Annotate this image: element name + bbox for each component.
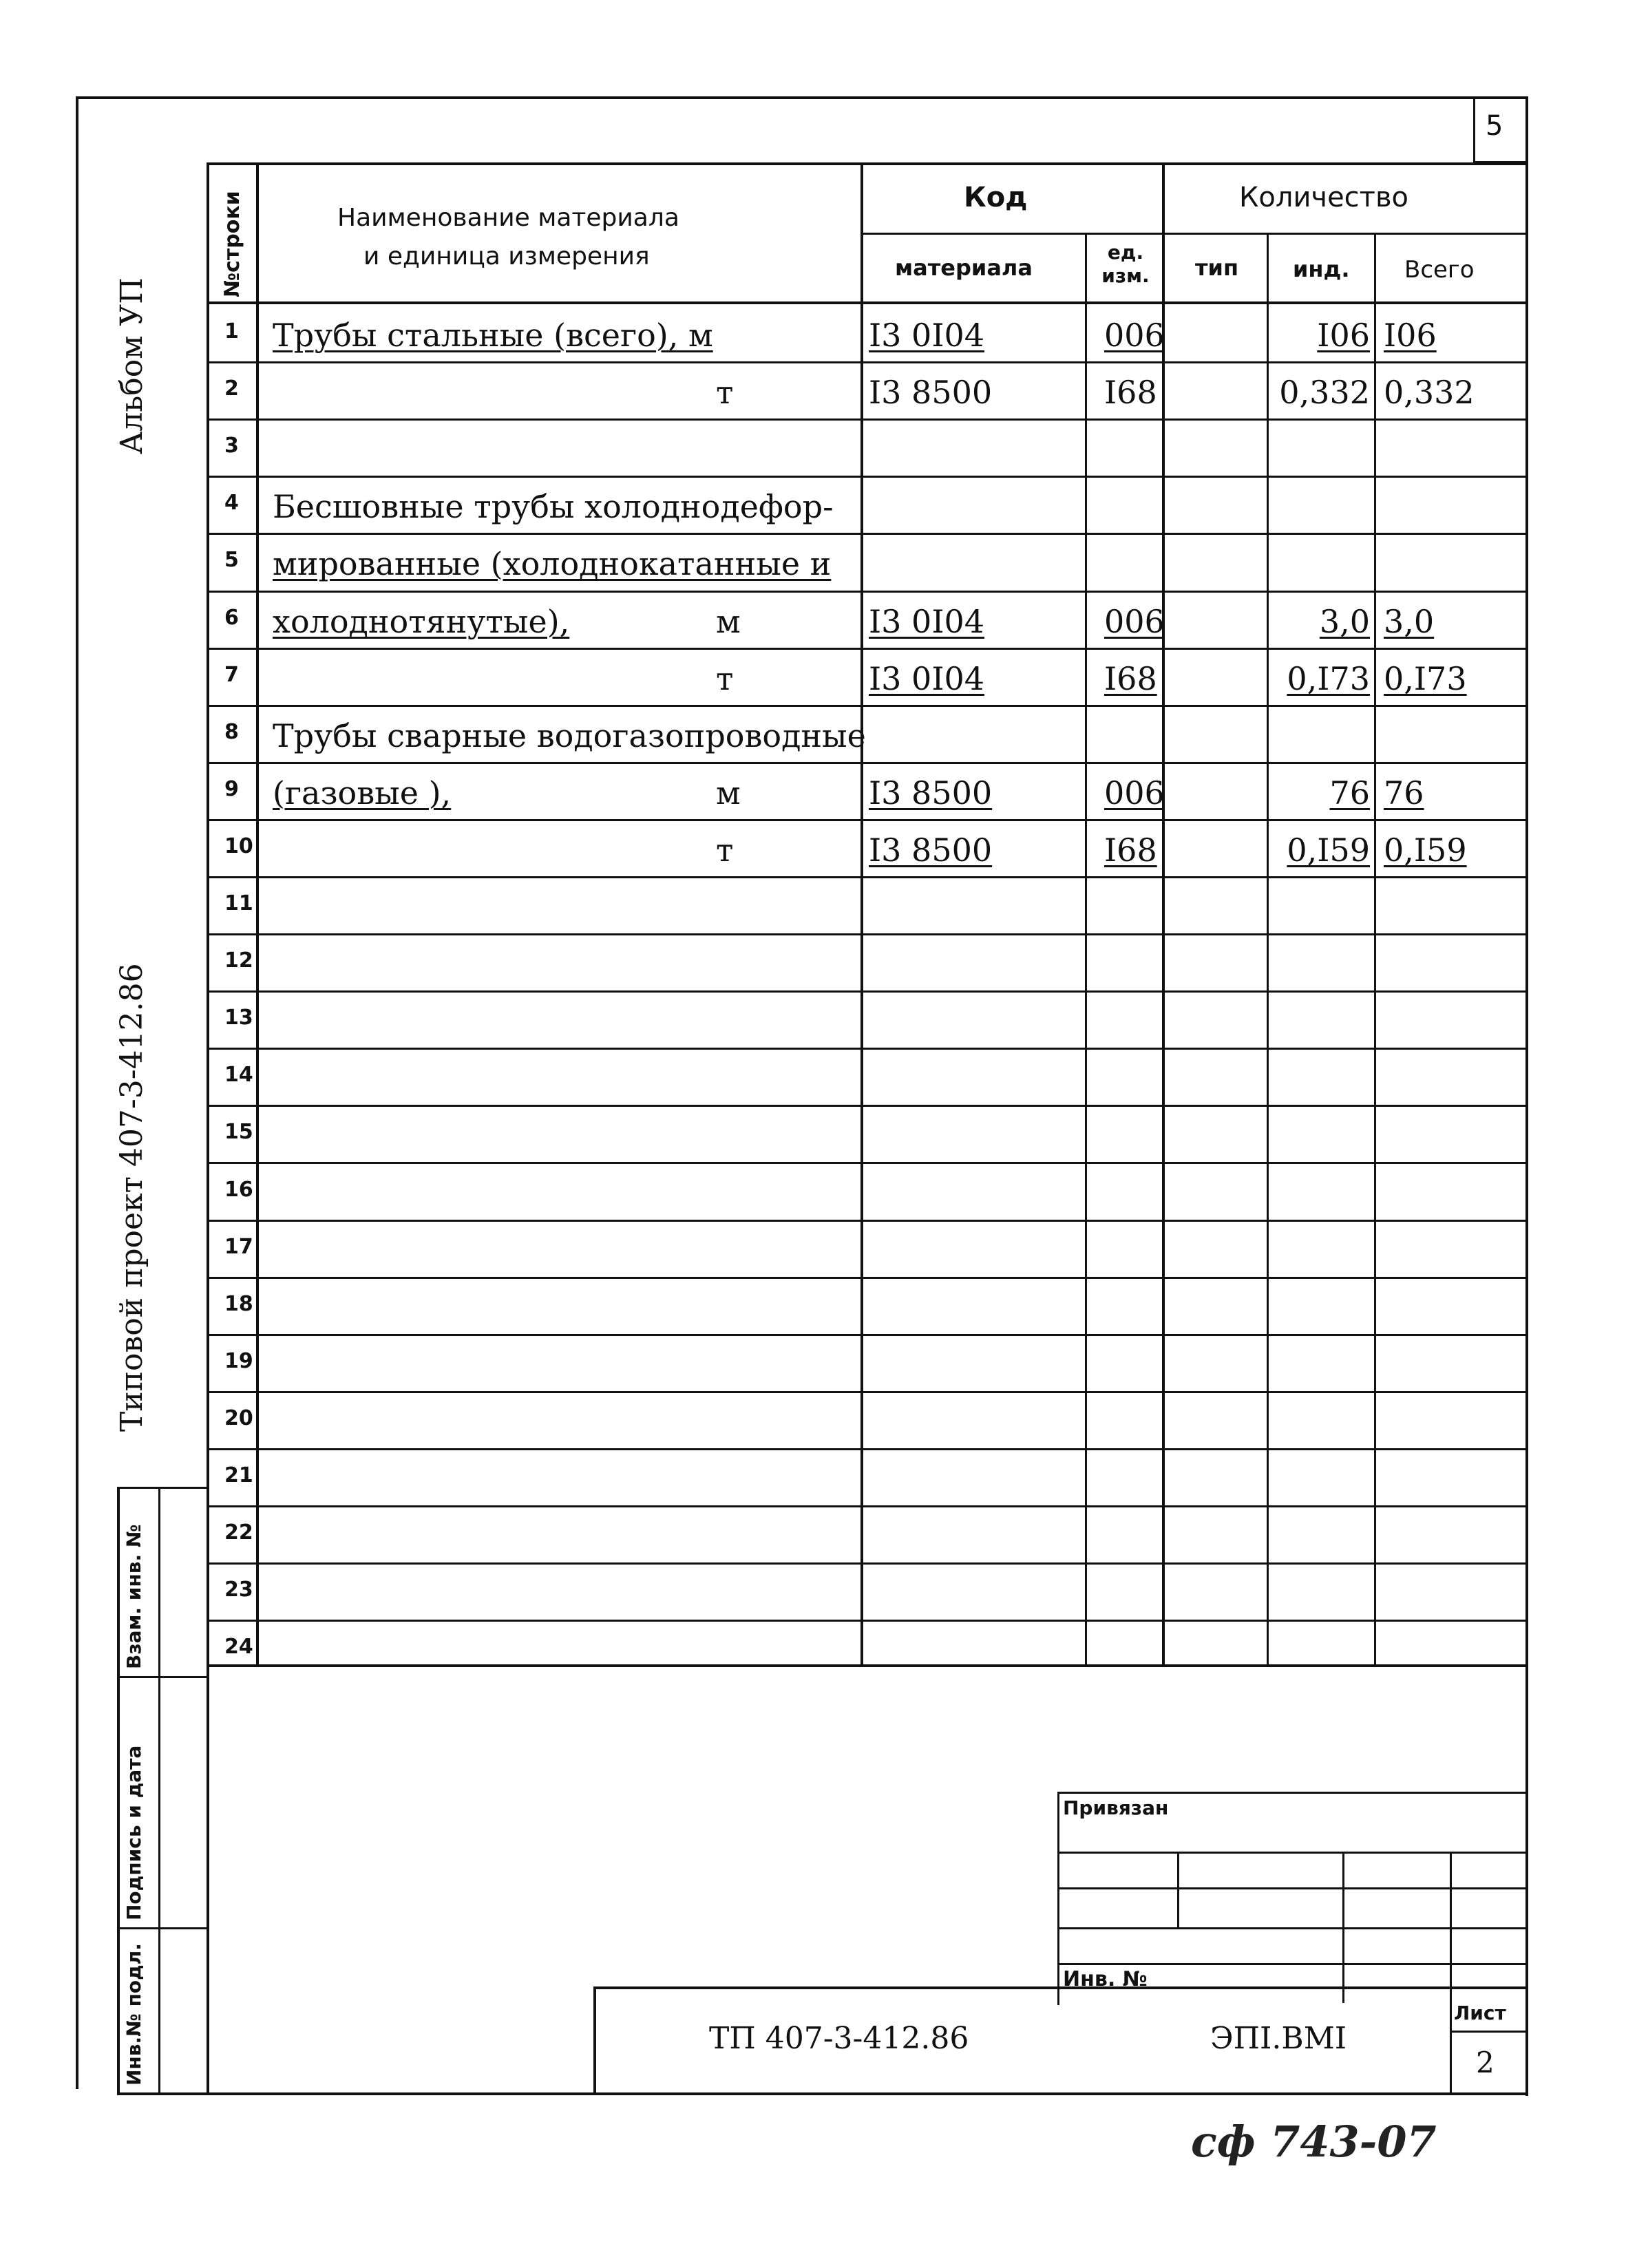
row-number: 8 — [224, 720, 239, 744]
row-divider-num — [207, 876, 257, 878]
header-row-number: №строки — [220, 191, 244, 297]
header-q-ind: инд. — [1293, 256, 1350, 282]
col-ind — [1374, 233, 1376, 1666]
row-divider — [256, 591, 1528, 593]
row-divider — [256, 648, 1528, 650]
row-divider-num — [207, 1562, 257, 1565]
row-ind: 0,I73 — [1287, 660, 1370, 697]
tb-privyazan-top — [1057, 1792, 1528, 1794]
frame-top — [76, 96, 1528, 99]
inv-label: Инв.№ подл. — [123, 1943, 145, 2086]
strip-top — [117, 1487, 208, 1489]
row-number: 23 — [224, 1578, 253, 1602]
row-number: 18 — [224, 1292, 253, 1316]
row-divider-num — [207, 1220, 257, 1222]
row-divider-num — [207, 1620, 257, 1622]
row-divider — [256, 418, 1528, 421]
row-divider-num — [207, 1277, 257, 1279]
row-ind: 0,I59 — [1287, 831, 1370, 869]
row-total: 0,332 — [1384, 374, 1475, 411]
row-total: 3,0 — [1384, 603, 1435, 640]
row-number: 13 — [224, 1006, 253, 1030]
col-code — [1085, 233, 1087, 1666]
row-divider-num — [207, 533, 257, 535]
tb-h4 — [1057, 1963, 1528, 1965]
row-divider — [256, 1277, 1528, 1279]
row-number: 16 — [224, 1178, 253, 1202]
tb-list-h — [1450, 2031, 1528, 2033]
header-quantity: Количество — [1239, 182, 1409, 213]
row-ed: I68 — [1104, 374, 1157, 411]
row-divider — [256, 1562, 1528, 1565]
row-divider-num — [207, 819, 257, 821]
row-number: 10 — [224, 834, 253, 858]
strip-left — [117, 1487, 120, 2092]
row-ind: I06 — [1317, 317, 1370, 354]
sheet-code: ЭПI.ВМI — [1210, 2021, 1347, 2056]
row-ind: 0,332 — [1279, 374, 1370, 411]
row-divider — [256, 1391, 1528, 1393]
row-number: 4 — [224, 491, 239, 515]
row-number: 2 — [224, 377, 239, 401]
row-ed: 006 — [1104, 317, 1165, 354]
row-number: 3 — [224, 434, 239, 458]
header-q-type: тип — [1195, 255, 1239, 281]
frame-bottom — [117, 2092, 1528, 2095]
inv-no-label: Инв. № — [1063, 1967, 1148, 1991]
row-divider — [256, 933, 1528, 935]
col-name — [860, 162, 863, 1666]
row-unit: т — [716, 831, 734, 869]
row-divider-num — [207, 1391, 257, 1393]
row-code: I3 8500 — [869, 831, 993, 869]
row-number: 20 — [224, 1406, 253, 1430]
row-divider — [256, 990, 1528, 993]
row-code: I3 0I04 — [869, 317, 985, 354]
row-name: Бесшовные трубы холоднодефор- — [273, 488, 834, 525]
row-divider-num — [207, 990, 257, 993]
row-divider — [256, 1162, 1528, 1164]
row-name: холоднотянутые), — [273, 603, 570, 640]
table-top — [207, 162, 1528, 165]
row-divider-num — [207, 1162, 257, 1164]
tb-h3 — [1057, 1927, 1528, 1929]
row-divider — [256, 1220, 1528, 1222]
list-value: 2 — [1476, 2046, 1495, 2079]
page-number: 5 — [1486, 110, 1503, 142]
row-divider-num — [207, 418, 257, 421]
row-number: 21 — [224, 1463, 253, 1487]
col-ed — [1162, 162, 1165, 1666]
row-number: 19 — [224, 1349, 253, 1373]
header-name-line2: и единица измерения — [363, 242, 650, 271]
row-ind: 76 — [1329, 774, 1370, 812]
row-number: 14 — [224, 1063, 253, 1087]
row-code: I3 0I04 — [869, 660, 985, 697]
row-divider — [256, 1505, 1528, 1507]
row-code: I3 8500 — [869, 774, 993, 812]
row-number: 7 — [224, 663, 239, 687]
row-number: 1 — [224, 319, 239, 343]
strip-div1 — [158, 1487, 160, 2092]
row-divider — [256, 1048, 1528, 1050]
row-divider-num — [207, 476, 257, 478]
tb-h1 — [1057, 1852, 1528, 1854]
col-tip — [1267, 233, 1269, 1666]
header-mid — [860, 233, 1528, 235]
tb-v1 — [1177, 1852, 1179, 1927]
page-num-box-left — [1473, 96, 1475, 162]
row-divider-num — [207, 1334, 257, 1336]
album-label: Альбом УП — [114, 277, 149, 454]
row-number: 15 — [224, 1120, 253, 1144]
row-number: 24 — [224, 1635, 253, 1659]
row-divider — [256, 476, 1528, 478]
row-number: 11 — [224, 891, 253, 915]
row-number: 9 — [224, 777, 239, 801]
row-number: 5 — [224, 548, 239, 572]
row-code: I3 8500 — [869, 374, 993, 411]
privyazan-label: Привязан — [1063, 1797, 1169, 1819]
tb-v3 — [1450, 1852, 1452, 2092]
row-ed: 006 — [1104, 603, 1165, 640]
row-divider-num — [207, 361, 257, 363]
row-divider — [256, 1334, 1528, 1336]
strip-h2 — [117, 1927, 208, 1929]
row-divider-num — [207, 1505, 257, 1507]
row-divider-num — [207, 648, 257, 650]
row-divider-num — [207, 762, 257, 764]
row-name: (газовые ), — [273, 774, 452, 812]
row-unit: м — [716, 603, 741, 640]
frame-right — [1525, 96, 1528, 2096]
row-number: 6 — [224, 606, 239, 630]
table-bottom — [207, 1664, 1528, 1667]
row-divider — [256, 1105, 1528, 1107]
inner-left-border — [207, 162, 209, 2095]
row-divider-num — [207, 1105, 257, 1107]
strip-h1 — [117, 1676, 208, 1678]
row-unit: т — [716, 660, 734, 697]
row-total: 0,I59 — [1384, 831, 1467, 869]
row-ind: 3,0 — [1319, 603, 1370, 640]
row-total: 76 — [1384, 774, 1424, 812]
tb-h2 — [1057, 1887, 1528, 1889]
row-divider — [256, 1620, 1528, 1622]
row-divider — [256, 361, 1528, 363]
row-number: 17 — [224, 1235, 253, 1259]
tb-left — [1057, 1792, 1059, 2005]
header-code-unit: ед. изм. — [1101, 241, 1150, 287]
row-ed: I68 — [1104, 660, 1157, 697]
row-name: Трубы стальные (всего), м — [273, 317, 713, 354]
row-divider — [256, 1448, 1528, 1450]
row-divider — [256, 876, 1528, 878]
tb-v2 — [1342, 1852, 1344, 2003]
row-divider — [256, 705, 1528, 707]
row-number: 22 — [224, 1520, 253, 1545]
row-name: мированные (холоднокатанные и — [273, 545, 832, 582]
header-code-material: материала — [895, 255, 1033, 281]
handwritten-note: сф 743-07 — [1191, 2117, 1437, 2167]
row-divider-num — [207, 591, 257, 593]
project-label: Типовой проект 407-3-412.86 — [114, 963, 149, 1432]
row-divider — [256, 819, 1528, 821]
header-code: Код — [964, 182, 1028, 213]
tb-main-left — [593, 1986, 596, 2094]
row-name: Трубы сварные водогазопроводные — [273, 717, 866, 754]
list-label: Лист — [1454, 2002, 1506, 2024]
row-divider — [256, 762, 1528, 764]
vzam-label: Взам. инв. № — [123, 1524, 145, 1669]
header-bottom — [207, 301, 1528, 304]
row-number: 12 — [224, 948, 253, 973]
row-total: 0,I73 — [1384, 660, 1467, 697]
podpis-label: Подпись и дата — [123, 1745, 145, 1920]
row-ed: I68 — [1104, 831, 1157, 869]
row-divider-num — [207, 1048, 257, 1050]
tb-main-top — [593, 1986, 1528, 1989]
row-ed: 006 — [1104, 774, 1165, 812]
row-divider-num — [207, 933, 257, 935]
row-divider-num — [207, 705, 257, 707]
row-total: I06 — [1384, 317, 1437, 354]
row-unit: м — [716, 774, 741, 812]
row-code: I3 0I04 — [869, 603, 985, 640]
doc-code: ТП 407-3-412.86 — [709, 2021, 969, 2056]
header-name-line1: Наименование материала — [337, 204, 679, 232]
row-divider-num — [207, 1448, 257, 1450]
frame-left — [76, 96, 78, 2089]
row-unit: т — [716, 374, 734, 411]
row-divider — [256, 533, 1528, 535]
header-q-total: Всего — [1404, 256, 1475, 284]
